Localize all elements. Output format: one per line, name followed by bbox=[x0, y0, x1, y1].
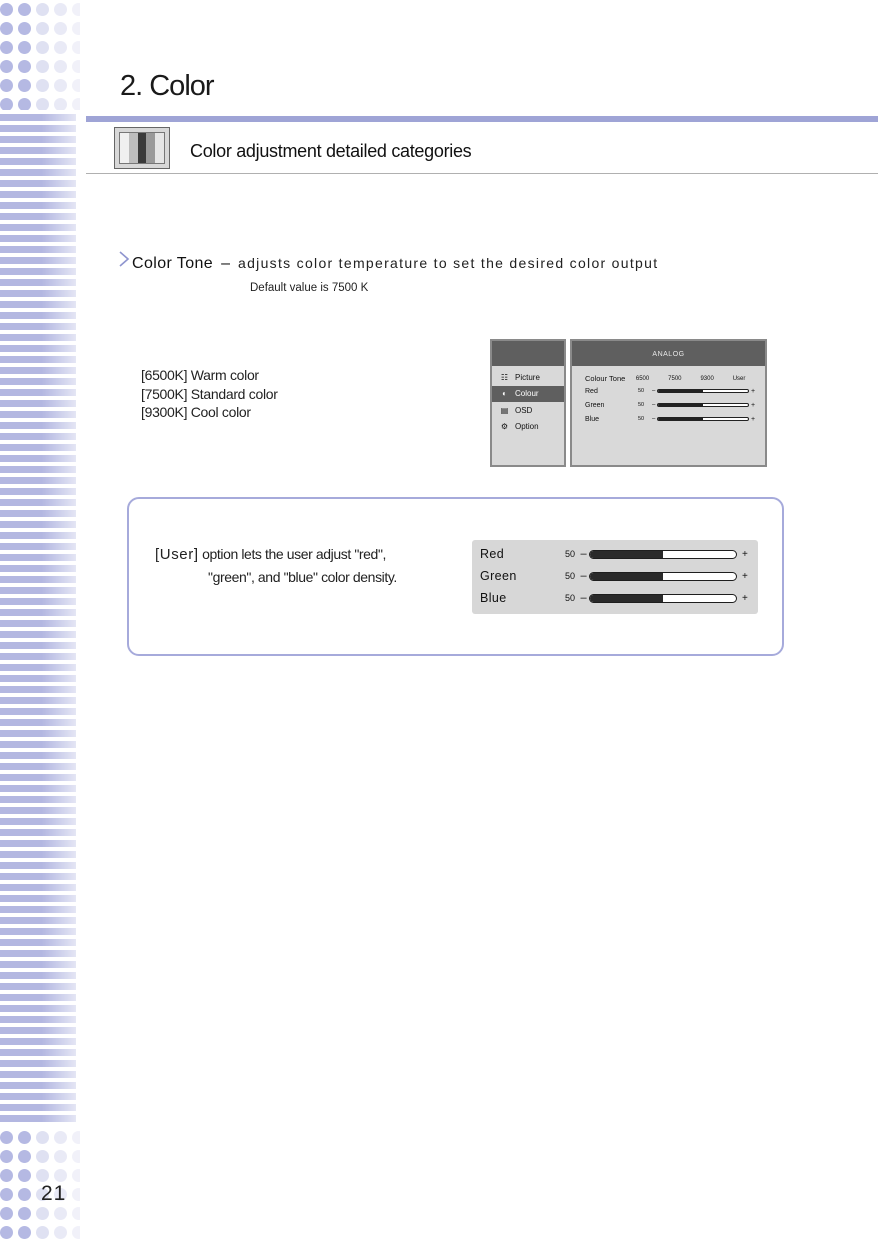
decorative-dot bbox=[36, 41, 49, 54]
decorative-dot bbox=[36, 1131, 49, 1144]
decorative-dot bbox=[72, 22, 80, 35]
user-option-text bbox=[155, 543, 397, 589]
minus-icon: – bbox=[580, 592, 587, 604]
osd-slider-track bbox=[657, 417, 749, 421]
dot-row bbox=[0, 76, 80, 95]
osd-slider-track bbox=[657, 389, 749, 393]
dot-row bbox=[0, 1204, 80, 1223]
decorative-dot bbox=[54, 1226, 67, 1239]
user-keyword: [User] bbox=[155, 546, 199, 563]
dot-row bbox=[0, 1166, 80, 1185]
picture-icon: ☷ bbox=[500, 372, 509, 382]
osd-slider-fill bbox=[658, 390, 703, 392]
osd-slider-track bbox=[657, 403, 749, 407]
decorative-dot bbox=[72, 1207, 80, 1220]
decorative-stripes bbox=[0, 114, 76, 1126]
dot-row bbox=[0, 1147, 80, 1166]
decorative-dot bbox=[18, 1207, 31, 1220]
decorative-dot bbox=[0, 41, 13, 54]
decorative-dot bbox=[18, 3, 31, 16]
decorative-dot bbox=[0, 3, 13, 16]
osd-slider-value: 50 bbox=[638, 388, 645, 394]
decorative-dot bbox=[54, 1169, 67, 1182]
osd-colour-panel bbox=[570, 339, 767, 467]
plus-icon: + bbox=[742, 570, 748, 582]
rgb-slider-fill bbox=[590, 595, 663, 602]
decorative-dot bbox=[0, 1207, 13, 1220]
decorative-dot bbox=[0, 60, 13, 73]
osd-slider-label: Blue bbox=[585, 415, 600, 423]
osd-tone-option: 7500 bbox=[668, 375, 682, 382]
minus-icon: – bbox=[652, 402, 656, 408]
osd-menu-item-colour bbox=[492, 386, 564, 403]
colour-icon: ◐ bbox=[502, 389, 507, 399]
preset-cool: [9300K] Cool color bbox=[141, 404, 251, 420]
decorative-dot bbox=[54, 41, 67, 54]
osd-menu-label: Picture bbox=[515, 372, 540, 382]
rgb-slider-label: Red bbox=[480, 547, 505, 561]
decorative-dot bbox=[54, 1207, 67, 1220]
section-divider bbox=[86, 173, 878, 174]
decorative-dot bbox=[54, 79, 67, 92]
decorative-dot bbox=[18, 1226, 31, 1239]
decorative-dot bbox=[36, 3, 49, 16]
dot-row bbox=[0, 1185, 80, 1204]
decorative-dot bbox=[18, 79, 31, 92]
plus-icon: + bbox=[751, 401, 756, 409]
decorative-dot bbox=[0, 79, 13, 92]
decorative-dot bbox=[18, 1169, 31, 1182]
osd-tone-option: 9300 bbox=[700, 375, 714, 382]
decorative-dot bbox=[0, 1169, 13, 1182]
dot-row bbox=[0, 19, 80, 38]
decorative-dot bbox=[72, 1150, 80, 1163]
osd-panel-title: ANALOG bbox=[572, 341, 765, 366]
decorative-dot bbox=[36, 60, 49, 73]
decorative-dot bbox=[54, 1150, 67, 1163]
decorative-dot bbox=[0, 1131, 13, 1144]
page-title: 2. Color bbox=[120, 70, 214, 102]
decorative-dot bbox=[54, 98, 67, 110]
color-tone-name: Color Tone bbox=[132, 255, 214, 272]
decorative-dot bbox=[18, 60, 31, 73]
section-heading: Color adjustment detailed categories bbox=[190, 141, 472, 161]
option-icon: ⚙ bbox=[500, 422, 509, 432]
osd-slider-fill bbox=[658, 404, 703, 406]
decorative-dot bbox=[18, 1131, 31, 1144]
osd-menu-header bbox=[492, 341, 564, 366]
title-rule bbox=[86, 116, 878, 122]
decorative-dot bbox=[54, 1131, 67, 1144]
osd-menu-label: Option bbox=[515, 422, 539, 432]
osd-slider-fill bbox=[658, 418, 703, 420]
osd-slider-label: Red bbox=[585, 387, 598, 395]
osd-colour-tone-label: Colour Tone bbox=[585, 374, 626, 383]
minus-icon: – bbox=[652, 388, 656, 394]
osd-menu-label: OSD bbox=[515, 405, 533, 415]
preset-warm: [6500K] Warm color bbox=[141, 367, 259, 383]
rgb-slider-value: 50 bbox=[565, 549, 576, 559]
color-tone-dash: – bbox=[221, 255, 230, 272]
decorative-dot bbox=[18, 22, 31, 35]
rgb-slider-fill bbox=[590, 551, 663, 558]
user-option-line2: "green", and "blue" color density. bbox=[208, 569, 397, 585]
minus-icon: – bbox=[652, 416, 656, 422]
preset-standard: [7500K] Standard color bbox=[141, 385, 278, 402]
plus-icon: + bbox=[742, 548, 748, 560]
rgb-slider-track bbox=[589, 550, 737, 559]
tone-preset-list bbox=[141, 366, 278, 422]
dot-row bbox=[0, 1223, 80, 1240]
color-bars-icon bbox=[114, 127, 170, 169]
decorative-dot bbox=[0, 1188, 13, 1201]
decorative-dot bbox=[36, 1207, 49, 1220]
osd-slider-label: Green bbox=[585, 401, 605, 409]
rgb-slider-green bbox=[472, 565, 758, 587]
osd-slider-value: 50 bbox=[638, 402, 645, 408]
dot-row bbox=[0, 95, 80, 110]
rgb-slider-value: 50 bbox=[565, 571, 576, 581]
rgb-slider-fill bbox=[590, 573, 663, 580]
osd-slider-red bbox=[572, 384, 765, 398]
decorative-dot bbox=[36, 1169, 49, 1182]
decorative-dot bbox=[18, 41, 31, 54]
decorative-dot bbox=[72, 41, 80, 54]
rgb-slider-value: 50 bbox=[565, 593, 576, 603]
decorative-dot bbox=[54, 22, 67, 35]
decorative-dot bbox=[18, 1188, 31, 1201]
rgb-slider-blue bbox=[472, 587, 758, 609]
rgb-slider-label: Green bbox=[480, 569, 517, 583]
default-value-note: Default value is 7500 K bbox=[250, 282, 369, 294]
decorative-dot bbox=[72, 1188, 80, 1201]
decorative-dot bbox=[0, 22, 13, 35]
color-tone-line bbox=[118, 250, 658, 273]
decorative-dot bbox=[36, 79, 49, 92]
dot-row bbox=[0, 0, 80, 19]
osd-tone-option: 6500 bbox=[635, 375, 650, 382]
rgb-slider-track bbox=[589, 594, 737, 603]
minus-icon: – bbox=[580, 570, 587, 582]
dot-row bbox=[0, 1128, 80, 1147]
osd-tone-option: User bbox=[732, 375, 746, 382]
plus-icon: + bbox=[751, 415, 756, 423]
decorative-dot bbox=[0, 1226, 13, 1239]
rgb-slider-track bbox=[589, 572, 737, 581]
decorative-dot bbox=[18, 98, 31, 110]
decorative-dots-bottom bbox=[0, 1128, 80, 1240]
decorative-dot bbox=[36, 1226, 49, 1239]
chevron-right-icon bbox=[118, 250, 130, 268]
osd-menu-screenshot bbox=[490, 339, 566, 467]
minus-icon: – bbox=[580, 548, 587, 560]
decorative-dot bbox=[54, 3, 67, 16]
decorative-dot bbox=[72, 1226, 80, 1239]
decorative-dot bbox=[72, 60, 80, 73]
plus-icon: + bbox=[751, 387, 756, 395]
decorative-dots-top bbox=[0, 0, 80, 110]
osd-slider-blue bbox=[572, 412, 765, 426]
decorative-dot bbox=[72, 3, 80, 16]
decorative-dot bbox=[72, 98, 80, 110]
user-option-line1: option lets the user adjust "red", bbox=[202, 546, 387, 562]
osd-menu-label: Colour bbox=[515, 389, 539, 399]
osd-slider-value: 50 bbox=[638, 416, 645, 422]
decorative-dot bbox=[36, 22, 49, 35]
osd-menu-item-picture bbox=[492, 369, 564, 386]
plus-icon: + bbox=[742, 592, 748, 604]
rgb-slider-label: Blue bbox=[480, 591, 507, 605]
page-number: 21 bbox=[41, 1182, 67, 1205]
osd-icon: ▤ bbox=[500, 405, 509, 415]
dot-row bbox=[0, 38, 80, 57]
rgb-slider-panel bbox=[472, 540, 758, 614]
decorative-dot bbox=[72, 1131, 80, 1144]
decorative-dot bbox=[72, 1169, 80, 1182]
dot-row bbox=[0, 57, 80, 76]
decorative-dot bbox=[54, 60, 67, 73]
decorative-dot bbox=[18, 1150, 31, 1163]
osd-menu-item-osd bbox=[492, 402, 564, 419]
osd-colour-tone-row bbox=[572, 373, 765, 384]
decorative-dot bbox=[36, 1150, 49, 1163]
osd-slider-green bbox=[572, 398, 765, 412]
rgb-slider-red bbox=[472, 543, 758, 565]
decorative-dot bbox=[36, 98, 49, 110]
osd-menu-item-option bbox=[492, 419, 564, 436]
decorative-dot bbox=[0, 1150, 13, 1163]
decorative-dot bbox=[72, 79, 80, 92]
decorative-dot bbox=[0, 98, 13, 110]
color-tone-description: adjusts color temperature to set the desired color output bbox=[238, 255, 659, 271]
